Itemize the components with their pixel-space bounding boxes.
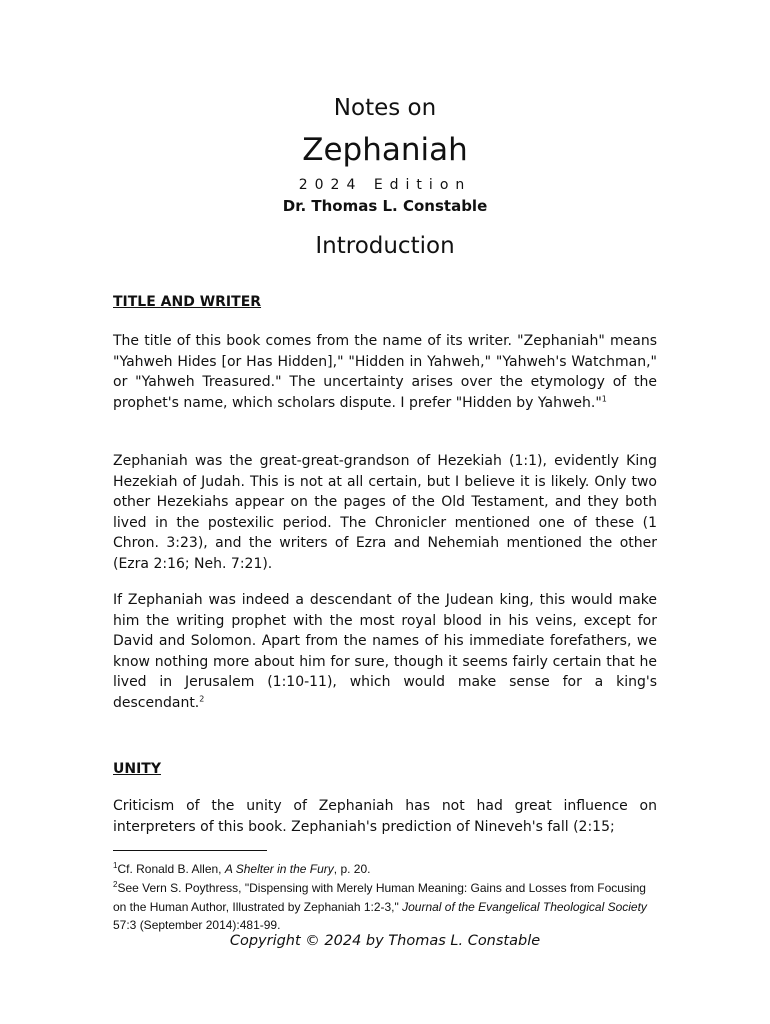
author-name: Dr. Thomas L. Constable: [282, 197, 488, 215]
footnote-2: [113, 879, 661, 935]
book-title: Zephaniah: [302, 132, 468, 168]
paragraph-title-meaning: [113, 331, 657, 413]
footnote-book-title: A Shelter in the Fury: [224, 862, 334, 876]
paragraph-text: Criticism of the unity of Zephaniah has not had great influence on interpreters of this book. Zephaniah's prediction of Nineveh's fall (2:15;: [113, 798, 657, 835]
footnote-text-end: , p. 20.: [333, 862, 371, 876]
footnote-text-end: 57:3 (September 2014):481-99.: [113, 918, 281, 932]
footnote-ref-2[interactable]: 2: [199, 694, 205, 704]
heading-title-and-writer: TITLE AND WRITER: [113, 294, 262, 310]
heading-unity: UNITY: [113, 761, 161, 777]
paragraph-genealogy: [113, 451, 657, 575]
footnote-number: 1: [113, 861, 118, 870]
paragraph-text: If Zephaniah was indeed a descendant of the Judean king, this would make him the writing prophet with the most royal blood in his veins, except for David and Solomon. Apart from the names of his immediate forefathers, we know nothing more about him for sure, though it seems fairly certain that he lived in Jerusalem (1:10-11), which would make sense for a king's descendant.: [113, 592, 657, 711]
paragraph-text: The title of this book comes from the name of its writer. "Zephaniah" means "Yahweh Hides [or Has Hidden]," "Hidden in Yahweh," "Yahweh's Watchman," or "Yahweh Treasured." The uncertainty arises over the etymology of the prophet's name, which scholars dispute. I prefer "Hidden by Yahweh.": [113, 333, 657, 411]
footnote-ref-1[interactable]: 1: [601, 394, 607, 404]
footnote-text: See Vern S. Poythress, "Dispensing with Merely Human Meaning: Gains and Losses from Focusing on the Human Author, Illustrated by Zephaniah 1:2-3,": [113, 881, 646, 914]
footnote-1: [113, 860, 661, 879]
copyright-notice: Copyright © 2024 by Thomas L. Constable: [229, 933, 541, 949]
notes-on-label: Notes on: [333, 95, 437, 121]
section-title: Introduction: [315, 233, 455, 259]
paragraph-royal-descent: [113, 590, 657, 714]
edition-label: 2024 Edition: [298, 177, 472, 193]
footnote-divider: [113, 850, 267, 851]
footnote-journal-title: Journal of the Evangelical Theological Society: [402, 899, 647, 914]
paragraph-unity: [113, 796, 657, 837]
footnote-number: 2: [113, 880, 118, 889]
paragraph-text: Zephaniah was the great-great-grandson of Hezekiah (1:1), evidently King Hezekiah of Judah. This is not at all certain, but I believe it is likely. Only two other Hezekiahs appear on the pages of the Old Testament, and they both lived in the postexilic period. The Chronicler mentioned one of these (1 Chron. 3:23), and the writers of Ezra and Nehemiah mentioned the other (Ezra 2:16; Neh. 7:21).: [113, 453, 657, 572]
footnote-text: Cf. Ronald B. Allen,: [117, 862, 225, 876]
